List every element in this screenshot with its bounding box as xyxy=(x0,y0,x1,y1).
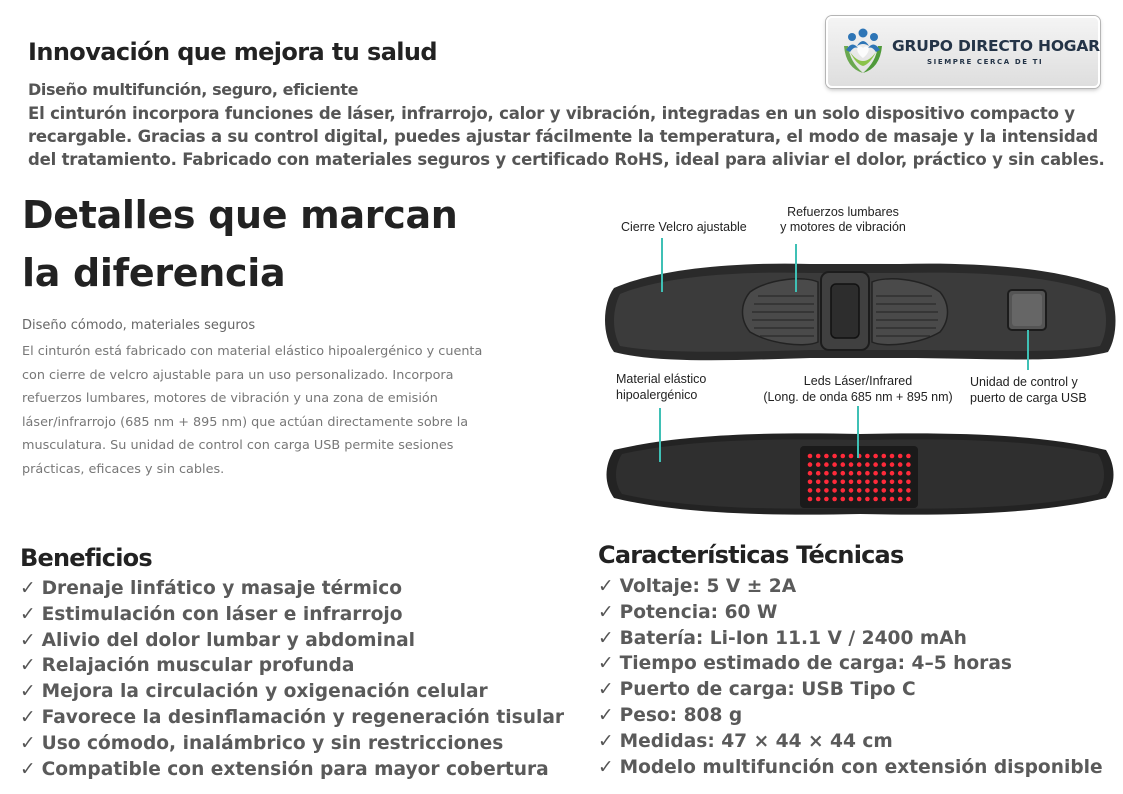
spec-item-text: Potencia: 60 W xyxy=(619,601,778,623)
led-dot xyxy=(849,454,854,459)
checkmark-icon: ✓ xyxy=(598,627,614,649)
belt-front-image xyxy=(607,433,1114,514)
led-dot xyxy=(857,480,862,485)
checkmark-icon: ✓ xyxy=(20,578,36,599)
led-dot xyxy=(882,454,887,459)
people-emblem-icon xyxy=(838,26,888,76)
spec-item xyxy=(598,574,1103,600)
led-dot xyxy=(857,471,862,476)
led-dot xyxy=(865,471,870,476)
led-dot xyxy=(816,462,821,467)
led-dot xyxy=(906,497,911,502)
led-dot xyxy=(865,454,870,459)
benefit-item xyxy=(20,757,564,783)
led-dot xyxy=(808,488,813,493)
checkmark-icon: ✓ xyxy=(20,732,36,754)
led-dot xyxy=(865,462,870,467)
led-dot xyxy=(898,471,903,476)
led-dot xyxy=(808,497,813,502)
spec-item-text: Voltaje: 5 V ± 2A xyxy=(619,576,797,597)
details-title: Detalles que marcan la diferencia xyxy=(22,193,458,295)
specs-list xyxy=(598,574,1103,780)
benefit-item xyxy=(20,653,564,679)
led-dot xyxy=(808,480,813,485)
details-body: El cinturón está fabricado con material elástico hipoalergénico y cuenta con cierre de velcro ajustable para un uso personalizado. Incorpora refuerzos lumbares, motores de vibración y una zona de emisión láser/infrarrojo (685 nm + 895 nm) que actúan directamente sobre la musculatura. Su unidad de control con carga USB permite sesiones prácticas, eficaces y sin cables. xyxy=(22,344,483,477)
led-dot xyxy=(824,454,829,459)
led-dot xyxy=(849,497,854,502)
benefit-item-text: Drenaje linfático y masaje térmico xyxy=(41,578,403,599)
spec-item-text: Peso: 808 g xyxy=(619,704,743,726)
label-velcro: Cierre Velcro ajustable xyxy=(621,220,747,234)
led-dot xyxy=(824,497,829,502)
led-dot xyxy=(841,488,846,493)
led-dot xyxy=(857,488,862,493)
benefit-item-text: Favorece la desinflamación y regeneración tisular xyxy=(41,706,565,728)
led-dot xyxy=(898,454,903,459)
led-dot xyxy=(882,497,887,502)
label-material-line1: Material elástico xyxy=(616,372,707,386)
led-dot xyxy=(816,471,821,476)
checkmark-icon: ✓ xyxy=(20,681,36,703)
led-dot xyxy=(890,471,895,476)
led-dot xyxy=(841,471,846,476)
led-dot xyxy=(890,497,895,502)
led-dot xyxy=(865,480,870,485)
led-dot xyxy=(808,454,813,459)
led-dot xyxy=(824,488,829,493)
led-dot xyxy=(857,497,862,502)
led-dot xyxy=(816,480,821,485)
led-dot xyxy=(898,480,903,485)
led-dot xyxy=(873,497,878,502)
benefits-title: Beneficios xyxy=(20,544,152,572)
intro-body: El cinturón incorpora funciones de láser, infrarrojo, calor y vibración, integradas en un solo dispositivo compacto y recargable. Gracias a su control digital, puedes ajustar fácilmente la temperatura, el modo de masaje y la intensidad del tratamiento. Fabricado con materiales seguros y certificado RoHS, ideal para aliviar el dolor, práctico y sin cables. xyxy=(28,104,1105,169)
led-dot xyxy=(882,471,887,476)
benefit-item xyxy=(20,576,564,602)
led-dot xyxy=(841,497,846,502)
led-dot xyxy=(898,497,903,502)
checkmark-icon: ✓ xyxy=(20,603,36,625)
led-dot xyxy=(808,471,813,476)
led-dot xyxy=(816,488,821,493)
spec-item-text: Puerto de carga: USB Tipo C xyxy=(619,679,916,701)
intro-title: Innovación que mejora tu salud xyxy=(28,38,437,66)
led-dot xyxy=(816,497,821,502)
led-dot xyxy=(873,454,878,459)
benefit-item xyxy=(20,602,564,628)
intro-subtitle: Diseño multifunción, seguro, eficiente xyxy=(28,80,359,99)
led-dot xyxy=(890,480,895,485)
led-dot xyxy=(849,471,854,476)
label-lumbar-line2: y motores de vibración xyxy=(780,220,906,234)
benefit-item-text: Mejora la circulación y oxigenación celular xyxy=(41,681,488,703)
specs-title: Características Técnicas xyxy=(598,541,904,569)
led-dot xyxy=(832,454,837,459)
checkmark-icon: ✓ xyxy=(598,576,614,597)
benefit-item-text: Alivio del dolor lumbar y abdominal xyxy=(41,629,416,651)
spec-item xyxy=(598,729,1103,755)
belt-back-image xyxy=(605,264,1116,361)
led-dot xyxy=(898,488,903,493)
led-dot xyxy=(882,480,887,485)
checkmark-icon: ✓ xyxy=(20,629,36,651)
led-dot xyxy=(898,462,903,467)
checkmark-icon: ✓ xyxy=(598,601,614,623)
spec-item xyxy=(598,626,1103,652)
led-dot xyxy=(832,462,837,467)
benefit-item-text: Relajación muscular profunda xyxy=(41,655,355,677)
led-dot xyxy=(816,454,821,459)
benefits-section xyxy=(20,544,564,782)
label-leds-line2: (Long. de onda 685 nm + 895 nm) xyxy=(763,390,953,404)
led-dot xyxy=(906,454,911,459)
logo-company-name: GRUPO DIRECTO HOGAR xyxy=(892,37,1100,55)
label-lumbar-line1: Refuerzos lumbares xyxy=(787,205,899,219)
led-dot xyxy=(890,454,895,459)
led-dot xyxy=(841,462,846,467)
led-dot xyxy=(906,480,911,485)
spec-item xyxy=(598,703,1103,729)
company-logo xyxy=(826,16,1100,88)
benefits-list xyxy=(20,576,564,782)
led-dot xyxy=(824,471,829,476)
specs-section xyxy=(598,541,1103,780)
checkmark-icon: ✓ xyxy=(598,730,614,752)
led-dot xyxy=(849,462,854,467)
led-dot xyxy=(841,480,846,485)
led-dot xyxy=(832,488,837,493)
spec-item-text: Batería: Li-Ion 11.1 V / 2400 mAh xyxy=(619,627,967,649)
led-dot xyxy=(873,471,878,476)
led-dot xyxy=(808,462,813,467)
benefit-item xyxy=(20,679,564,705)
product-diagram xyxy=(600,196,1120,532)
benefit-item-text: Estimulación con láser e infrarrojo xyxy=(41,603,403,625)
led-dot xyxy=(849,488,854,493)
benefit-item xyxy=(20,705,564,731)
led-dot xyxy=(824,462,829,467)
spec-item-text: Modelo multifunción con extensión disponible xyxy=(619,756,1103,778)
led-dot xyxy=(882,462,887,467)
checkmark-icon: ✓ xyxy=(598,679,614,701)
spec-item-text: Tiempo estimado de carga: 4–5 horas xyxy=(619,653,1012,675)
spec-item xyxy=(598,600,1103,626)
checkmark-icon: ✓ xyxy=(20,655,36,677)
checkmark-icon: ✓ xyxy=(598,756,614,778)
benefit-item-text: Uso cómodo, inalámbrico y sin restricciones xyxy=(41,732,504,754)
led-dot xyxy=(824,480,829,485)
label-material-line2: hipoalergénico xyxy=(616,388,698,402)
spec-item xyxy=(598,755,1103,781)
checkmark-icon: ✓ xyxy=(20,706,36,728)
label-control-line1: Unidad de control y xyxy=(970,375,1078,389)
led-dot xyxy=(873,488,878,493)
led-dot xyxy=(857,462,862,467)
led-dot xyxy=(906,471,911,476)
led-dot xyxy=(849,480,854,485)
details-subtitle: Diseño cómodo, materiales seguros xyxy=(22,318,256,333)
led-dot xyxy=(832,480,837,485)
led-dot xyxy=(865,488,870,493)
led-dot xyxy=(841,454,846,459)
led-dot xyxy=(906,462,911,467)
spec-item-text: Medidas: 47 × 44 × 44 cm xyxy=(619,730,893,752)
label-control-line2: puerto de carga USB xyxy=(970,391,1087,405)
checkmark-icon: ✓ xyxy=(598,653,614,675)
spec-item xyxy=(598,677,1103,703)
led-dot xyxy=(890,488,895,493)
checkmark-icon: ✓ xyxy=(20,758,36,780)
led-dot xyxy=(906,488,911,493)
led-dot xyxy=(832,471,837,476)
label-leds-line1: Leds Láser/Infrared xyxy=(803,374,913,388)
led-dot xyxy=(865,497,870,502)
spec-item xyxy=(598,651,1103,677)
led-dot xyxy=(873,462,878,467)
logo-tagline: SIEMPRE CERCA DE TI xyxy=(927,58,1044,66)
led-dot xyxy=(873,480,878,485)
benefit-item xyxy=(20,731,564,757)
benefit-item-text: Compatible con extensión para mayor cobertura xyxy=(41,758,549,780)
led-dot xyxy=(832,497,837,502)
checkmark-icon: ✓ xyxy=(598,704,614,726)
benefit-item xyxy=(20,628,564,654)
led-dot xyxy=(890,462,895,467)
led-dot xyxy=(882,488,887,493)
